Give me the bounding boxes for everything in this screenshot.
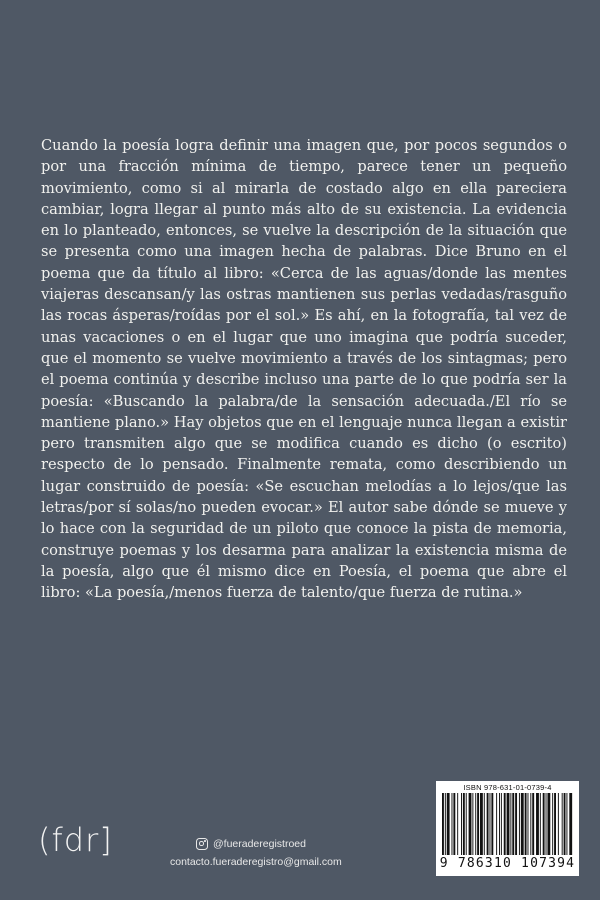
barcode-bar xyxy=(510,793,511,855)
barcode-bar xyxy=(475,793,476,855)
barcode-bar xyxy=(501,793,502,855)
barcode-bar xyxy=(507,793,510,855)
barcode-bar xyxy=(547,793,550,855)
barcode-bar xyxy=(504,793,506,855)
barcode-bar xyxy=(461,793,462,855)
barcode-bar xyxy=(543,793,545,855)
barcode-bar xyxy=(499,793,500,855)
barcode-bar xyxy=(442,793,444,855)
barcode-bar xyxy=(554,793,556,855)
barcode-bar xyxy=(512,793,514,855)
instagram-row xyxy=(170,835,342,853)
barcode-bar xyxy=(546,793,547,855)
contact-email: contacto.fueraderegistro@gmail.com xyxy=(170,856,342,868)
barcode-bar xyxy=(530,793,531,855)
barcode-bar xyxy=(453,793,455,855)
barcode-bar xyxy=(452,793,453,855)
barcode-bar xyxy=(490,793,491,855)
barcode-bar xyxy=(457,793,458,855)
email-row xyxy=(170,853,342,871)
barcode-bar xyxy=(558,793,559,855)
barcode-bar xyxy=(477,793,479,855)
instagram-icon xyxy=(196,838,208,850)
publisher-contact xyxy=(170,835,342,871)
barcode-bar xyxy=(445,793,446,855)
isbn-label: ISBN 978-631-01-0739-4 xyxy=(463,783,552,792)
publisher-logo: (fdr] xyxy=(38,821,113,859)
barcode-bar xyxy=(532,793,534,855)
barcode-bar xyxy=(447,793,450,855)
barcode-bar xyxy=(528,793,529,855)
barcode-bar xyxy=(521,793,524,855)
barcode-bar xyxy=(469,793,472,855)
barcode-bar xyxy=(496,793,497,855)
barcode-bars xyxy=(442,793,573,855)
barcode-bar xyxy=(562,793,563,855)
barcode-bar xyxy=(564,793,566,855)
barcode-bar xyxy=(519,793,520,855)
back-cover-blurb: Cuando la poesía logra definir una imagen que, por pocos segundos o por una fracción mínima de tiempo, parece tener un pequeño movimiento, como si al mirarla de costado algo en ella pareciera cambiar, logra llegar al punto más alto de su existencia. La evidencia en lo planteado, entonces, se vuelve la descripción de la situación que se presenta como una imagen hecha de palabras. Dice Bruno en el poema que da título al libro: «Cerca de las aguas/donde las mentes viajeras descansan/y las ostras mantienen sus perlas vedadas/rasguño las rocas ásperas/roídas por el sol.» Es ahí, en la fotografía, tal vez de unas vacaciones o en el lugar que uno imagina que podría suceder, que el momento se vuelve movimiento a través de los sintagmas; pero el poema continúa y describe incluso una parte de lo que podría ser la poesía: «Buscando la palabra/de la sensación adecuada./El río se mantiene plano.» Hay objetos que en el lenguaje nunca llegan a existir pero transmiten algo que se modifica cuando es dicho (o escrito) respecto de lo pensado. Finalmente remata, como describiendo un lugar construido de poesía: «Se escuchan melodías a lo lejos/que las letras/por sí solas/no pueden evocar.» El autor sabe dónde se mueve y lo hace con la seguridad de un piloto que conoce la pista de memoria, construye poemas y los desarma para analizar la existencia misma de la poesía, algo que él mismo dice en Poesía, el poema que abre el libro: «La poesía,/menos fuerza de talento/que fuerza de rutina.» xyxy=(41,137,567,602)
barcode-bar xyxy=(466,793,467,855)
barcode-digits: 9 786310 107394 xyxy=(439,856,576,871)
barcode-bar xyxy=(472,793,473,855)
barcode-bar xyxy=(480,793,483,855)
barcode-bar xyxy=(515,793,517,855)
isbn-barcode xyxy=(436,781,579,876)
barcode-bar xyxy=(566,793,567,855)
barcode-bar xyxy=(525,793,527,855)
barcode-bar xyxy=(491,793,493,855)
barcode-bar xyxy=(463,793,465,855)
barcode-bar xyxy=(552,793,553,855)
barcode-bar xyxy=(487,793,489,855)
barcode-bar xyxy=(536,793,539,855)
barcode-bar xyxy=(540,793,541,855)
instagram-handle: @fueraderegistroed xyxy=(213,838,306,850)
barcode-bar xyxy=(484,793,485,855)
barcode-bar xyxy=(569,793,572,855)
